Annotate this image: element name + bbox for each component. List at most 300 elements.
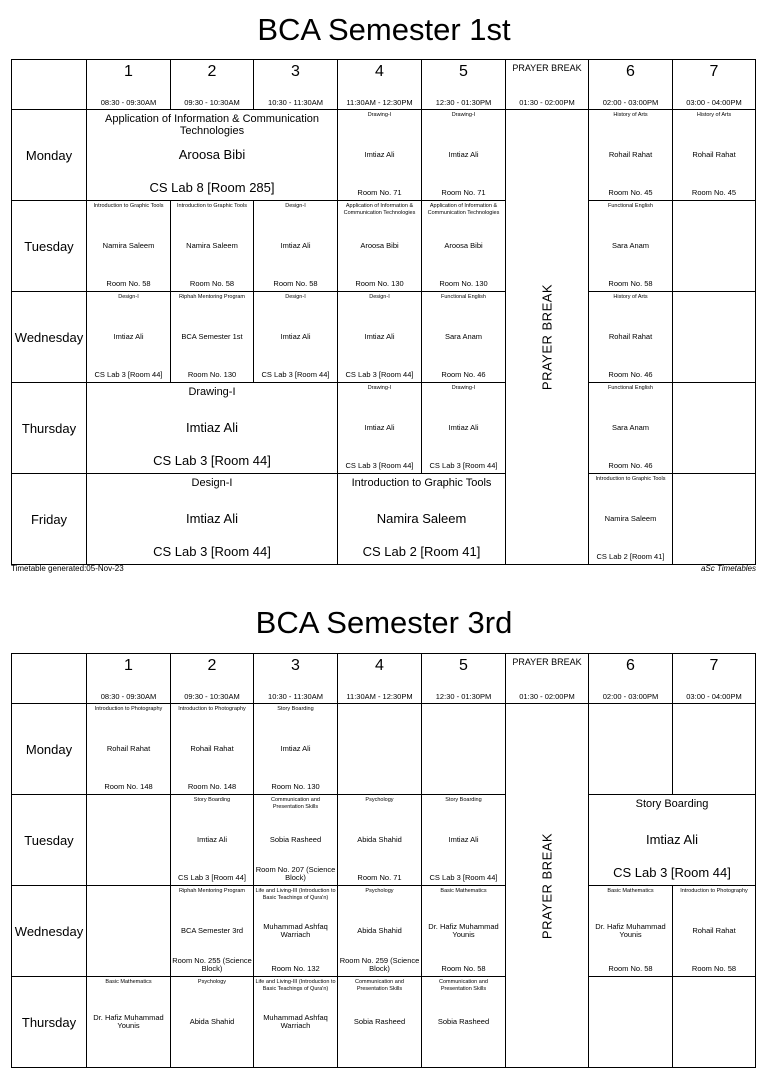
- teacher-name: Aroosa Bibi: [360, 240, 399, 250]
- subject-name: Psychology: [365, 888, 394, 894]
- subject-name: Riphah Mentoring Program: [178, 888, 246, 894]
- subject-name: History of Arts: [696, 112, 732, 118]
- empty-slot: [673, 383, 756, 474]
- period-header-box: [87, 60, 170, 109]
- class-slot: [87, 201, 171, 292]
- class-slot-content: [673, 977, 755, 1066]
- class-slot-content: [338, 383, 421, 472]
- class-slot-content: [589, 201, 672, 290]
- teacher-name: BCA Semester 1st: [181, 331, 243, 341]
- room-name: CS Lab 2 [Room 41]: [596, 552, 665, 561]
- empty-slot: [673, 474, 756, 565]
- class-slot-content: [254, 795, 337, 884]
- subject-name: Life and Living-III (Introduction to Basic Teachings of Qura'n): [255, 979, 336, 992]
- class-slot-content: [254, 292, 337, 381]
- day-label: Tuesday: [12, 795, 87, 886]
- class-slot-content: [338, 201, 421, 290]
- prayer-break-column: [506, 110, 589, 565]
- corner-cell: [12, 60, 87, 110]
- class-slot: [673, 886, 756, 977]
- class-slot-content: [87, 795, 170, 884]
- period-header-box: [171, 60, 253, 109]
- class-slot: [87, 977, 171, 1068]
- class-slot: [87, 704, 171, 795]
- class-slot-content: [422, 977, 505, 1066]
- class-slot: [254, 977, 338, 1068]
- teacher-name: Rohail Rahat: [190, 743, 234, 753]
- class-slot-content: [338, 110, 421, 199]
- room-name: CS Lab 3 [Room 44]: [429, 461, 498, 470]
- teacher-name: Rohail Rahat: [608, 331, 653, 341]
- room-name: Room No. 71: [441, 188, 486, 197]
- class-slot-content: [422, 795, 505, 884]
- class-slot-content: [673, 110, 755, 199]
- teacher-name: Muhammad Ashfaq Warriach: [263, 1012, 328, 1030]
- class-slot: [589, 110, 673, 201]
- period-number: 1: [124, 63, 133, 80]
- class-slot-content: [589, 474, 672, 563]
- class-slot-content: [673, 474, 755, 563]
- period-header-box: [254, 654, 337, 703]
- class-slot: [338, 795, 422, 886]
- teacher-name: Sobia Rasheed: [269, 834, 322, 844]
- period-header: [171, 60, 254, 110]
- class-slot-content: [338, 704, 421, 793]
- room-name: Room No. 148: [187, 782, 237, 791]
- subject-name: Communication and Presentation Skills: [271, 797, 320, 810]
- period-header-box: [87, 654, 170, 703]
- period-number: 5: [459, 63, 468, 80]
- class-slot: [422, 383, 506, 474]
- subject-name: Story Boarding: [277, 706, 314, 712]
- subject-name: Introduction to Graphic Tools: [177, 203, 247, 209]
- empty-slot: [338, 704, 422, 795]
- timetable-title: BCA Semester 1st: [257, 12, 511, 47]
- class-slot: [254, 886, 338, 977]
- period-time: 10:30 - 11:30AM: [268, 98, 323, 107]
- subject-name: Basic Mathematics: [105, 979, 152, 985]
- day-label: Wednesday: [12, 292, 87, 383]
- teacher-name: Namira Saleem: [604, 513, 657, 523]
- class-slot-content: [589, 886, 672, 975]
- header-row: [12, 60, 756, 110]
- subject-name: Basic Mathematics: [607, 888, 654, 894]
- subject-name: Functional English: [441, 294, 486, 300]
- class-slot-content: [87, 977, 170, 1066]
- period-time: 02:00 - 03:00PM: [602, 692, 659, 701]
- class-slot-content: [422, 110, 505, 199]
- class-slot: [338, 977, 422, 1068]
- class-slot: [254, 795, 338, 886]
- teacher-name: Sara Anam: [611, 240, 650, 250]
- class-slot-content: [87, 383, 337, 472]
- teacher-name: Sara Anam: [444, 331, 483, 341]
- subject-name: Life and Living-III (Introduction to Basic Teachings of Qura'n): [255, 888, 336, 901]
- day-label: Tuesday: [12, 201, 87, 292]
- room-name: CS Lab 3 [Room 44]: [178, 873, 246, 882]
- teacher-name: Imtiaz Ali: [645, 831, 698, 847]
- class-slot: [338, 886, 422, 977]
- room-name: CS Lab 3 [Room 44]: [429, 873, 498, 882]
- period-number: 3: [291, 63, 300, 80]
- day-row: [12, 795, 756, 886]
- class-slot-content: [254, 704, 337, 793]
- teacher-name: Abida Shahid: [357, 834, 402, 844]
- teacher-name: Imtiaz Ali: [364, 422, 395, 432]
- footer-generated: Timetable generated:05-Nov-23: [11, 564, 124, 573]
- prayer-header-label: PRAYER BREAK: [512, 63, 582, 73]
- period-time: 08:30 - 09:30AM: [100, 692, 157, 701]
- subject-name: Psychology: [365, 797, 394, 803]
- empty-slot: [87, 795, 171, 886]
- timetable-grid: [11, 653, 756, 1068]
- period-header: [589, 60, 673, 110]
- subject-name: Introduction to Graphic Tools: [93, 203, 164, 209]
- room-name: Room No. 71: [357, 188, 402, 197]
- period-number: 7: [709, 63, 719, 80]
- class-slot: [87, 383, 338, 474]
- room-name: Room No. 148: [104, 782, 153, 791]
- class-slot-content: [422, 383, 505, 472]
- class-slot: [254, 201, 338, 292]
- class-slot-content: [254, 977, 337, 1066]
- footer-software: aSc Timetables: [700, 564, 756, 573]
- teacher-name: Namira Saleem: [376, 510, 467, 526]
- teacher-name: Aroosa Bibi: [178, 146, 246, 162]
- class-slot-content: [171, 292, 253, 381]
- day-row: [12, 292, 756, 383]
- class-slot: [589, 474, 673, 565]
- day-label: Monday: [12, 110, 87, 201]
- room-name: Room No. 45: [691, 188, 737, 197]
- period-time: 12:30 - 01:30PM: [435, 98, 492, 107]
- class-slot: [171, 292, 254, 383]
- class-slot-content: [673, 704, 755, 793]
- class-slot-content: [87, 886, 170, 975]
- period-time: 03:00 - 04:00PM: [686, 98, 742, 107]
- prayer-header-box: [506, 654, 588, 703]
- room-name: CS Lab 2 [Room 41]: [362, 544, 481, 559]
- subject-name: Design-I: [369, 294, 390, 300]
- subject-name: Riphah Mentoring Program: [178, 294, 246, 300]
- day-row: [12, 886, 756, 977]
- class-slot: [87, 110, 338, 201]
- class-slot-content: [673, 292, 755, 381]
- empty-slot: [673, 292, 756, 383]
- class-slot: [422, 292, 506, 383]
- room-name: Room No. 259 (Science Block): [339, 956, 420, 973]
- prayer-time: 01:30 - 02:00PM: [519, 98, 575, 107]
- subject-name: Application of Information & Communication Technologies: [343, 203, 416, 216]
- period-number: 2: [207, 657, 217, 674]
- empty-slot: [673, 704, 756, 795]
- period-number: 3: [291, 657, 300, 674]
- class-slot: [422, 977, 506, 1068]
- class-slot-content: [87, 201, 170, 290]
- class-slot: [589, 201, 673, 292]
- teacher-name: Abida Shahid: [357, 925, 402, 935]
- class-slot-content: [422, 292, 505, 381]
- period-time: 08:30 - 09:30AM: [100, 98, 157, 107]
- prayer-break-label: PRAYER BREAK: [539, 832, 555, 939]
- room-name: Room No. 130: [355, 279, 404, 288]
- class-slot-content: [338, 292, 421, 381]
- day-row: [12, 201, 756, 292]
- room-name: Room No. 58: [189, 279, 235, 288]
- room-name: CS Lab 8 [Room 285]: [149, 180, 275, 195]
- day-label: Thursday: [12, 977, 87, 1068]
- subject-name: History of Arts: [613, 112, 648, 118]
- class-slot: [422, 201, 506, 292]
- class-slot: [338, 474, 506, 565]
- subject-name: Functional English: [608, 385, 653, 391]
- teacher-name: Sobia Rasheed: [353, 1016, 406, 1026]
- teacher-name: Imtiaz Ali: [448, 422, 479, 432]
- teacher-name: Aroosa Bibi: [444, 240, 483, 250]
- period-number: 4: [375, 657, 384, 674]
- period-header: [87, 654, 171, 704]
- subject-name: Design-I: [285, 294, 306, 300]
- empty-slot: [422, 704, 506, 795]
- class-slot-content: [422, 201, 505, 290]
- subject-name: Introduction to Graphic Tools: [351, 477, 492, 489]
- room-name: Room No. 132: [271, 964, 320, 973]
- period-header-box: [254, 60, 337, 109]
- empty-slot: [673, 201, 756, 292]
- room-name: CS Lab 3 [Room 44]: [261, 370, 330, 379]
- teacher-name: Imtiaz Ali: [185, 510, 238, 526]
- class-slot: [338, 110, 422, 201]
- subject-name: Drawing-I: [367, 112, 392, 118]
- teacher-name: Rohail Rahat: [106, 743, 151, 753]
- room-name: Room No. 58: [441, 964, 486, 973]
- teacher-name: Namira Saleem: [186, 240, 238, 250]
- period-header: [422, 654, 506, 704]
- period-header: [171, 654, 254, 704]
- class-slot-content: [589, 110, 672, 199]
- day-label: Wednesday: [12, 886, 87, 977]
- class-slot: [422, 110, 506, 201]
- class-slot-content: [87, 292, 170, 381]
- teacher-name: Rohail Rahat: [692, 925, 736, 935]
- teacher-name: Imtiaz Ali: [364, 331, 395, 341]
- subject-name: Drawing-I: [188, 386, 236, 398]
- class-slot-content: [589, 292, 672, 381]
- period-time: 09:30 - 10:30AM: [184, 692, 240, 701]
- class-slot: [171, 704, 254, 795]
- subject-name: Application of Information & Communication Technologies: [105, 113, 319, 137]
- class-slot: [589, 383, 673, 474]
- room-name: Room No. 130: [271, 782, 320, 791]
- empty-slot: [673, 977, 756, 1068]
- class-slot: [171, 201, 254, 292]
- subject-name: Communication and Presentation Skills: [355, 979, 404, 992]
- empty-slot: [589, 704, 673, 795]
- teacher-name: Rohail Rahat: [692, 149, 736, 159]
- class-slot: [254, 292, 338, 383]
- period-header-box: [673, 60, 755, 109]
- class-slot-content: [171, 886, 253, 975]
- day-row: [12, 110, 756, 201]
- room-name: Room No. 58: [608, 279, 653, 288]
- empty-slot: [87, 886, 171, 977]
- class-slot-content: [589, 795, 755, 884]
- teacher-name: Imtiaz Ali: [364, 149, 395, 159]
- room-name: Room No. 207 (Science Block): [255, 865, 336, 882]
- teacher-name: Dr. Hafiz Muhammad Younis: [93, 1012, 164, 1030]
- room-name: Room No. 45: [608, 188, 653, 197]
- period-header-box: [589, 654, 672, 703]
- teacher-name: Imtiaz Ali: [448, 149, 479, 159]
- teacher-name: Imtiaz Ali: [280, 743, 311, 753]
- class-slot: [422, 795, 506, 886]
- prayer-header: [506, 654, 589, 704]
- day-label: Friday: [12, 474, 87, 565]
- prayer-header-label: PRAYER BREAK: [512, 657, 582, 667]
- class-slot-content: [254, 886, 337, 975]
- period-header-box: [171, 654, 253, 703]
- room-name: Room No. 130: [187, 370, 237, 379]
- subject-name: Introduction to Photography: [680, 888, 748, 894]
- timetable-title: BCA Semester 3rd: [255, 605, 513, 640]
- teacher-name: Imtiaz Ali: [196, 834, 227, 844]
- class-slot: [338, 201, 422, 292]
- period-header-box: [338, 60, 421, 109]
- subject-name: Design-I: [191, 477, 233, 489]
- class-slot-content: [338, 795, 421, 884]
- period-time: 02:00 - 03:00PM: [602, 98, 659, 107]
- teacher-name: Abida Shahid: [189, 1016, 235, 1026]
- period-header: [254, 60, 338, 110]
- period-number: 7: [709, 657, 719, 674]
- period-number: 2: [207, 63, 217, 80]
- room-name: CS Lab 3 [Room 44]: [153, 453, 271, 468]
- subject-name: Introduction to Graphic Tools: [595, 476, 666, 482]
- class-slot-content: [87, 474, 337, 563]
- period-header: [422, 60, 506, 110]
- class-slot-content: [338, 977, 421, 1066]
- period-number: 6: [626, 63, 635, 80]
- period-number: 5: [459, 657, 468, 674]
- period-header-box: [422, 654, 505, 703]
- period-header: [673, 654, 756, 704]
- class-slot-content: [171, 704, 253, 793]
- subject-name: Story Boarding: [445, 797, 482, 803]
- teacher-name: Dr. Hafiz Muhammad Younis: [595, 921, 666, 939]
- class-slot: [422, 886, 506, 977]
- period-number: 1: [124, 657, 133, 674]
- class-slot-content: [171, 795, 253, 884]
- subject-name: Design-I: [285, 203, 306, 209]
- room-name: Room No. 58: [106, 279, 151, 288]
- period-time: 12:30 - 01:30PM: [435, 692, 492, 701]
- room-name: Room No. 58: [608, 964, 653, 973]
- period-header: [338, 654, 422, 704]
- class-slot-content: [87, 110, 337, 199]
- header-row: [12, 654, 756, 704]
- room-name: CS Lab 3 [Room 44]: [345, 461, 414, 470]
- period-time: 11:30AM - 12:30PM: [346, 98, 413, 107]
- class-slot-content: [673, 886, 755, 975]
- room-name: Room No. 46: [441, 370, 486, 379]
- teacher-name: Dr. Hafiz Muhammad Younis: [428, 921, 499, 939]
- room-name: Room No. 71: [357, 873, 402, 882]
- teacher-name: Imtiaz Ali: [280, 331, 311, 341]
- period-header-box: [338, 654, 421, 703]
- class-slot-content: [171, 977, 253, 1066]
- timetable-grid: [11, 59, 756, 565]
- class-slot-content: [673, 201, 755, 290]
- subject-name: Introduction to Photography: [94, 706, 163, 712]
- class-slot: [589, 795, 756, 886]
- period-header-box: [589, 60, 672, 109]
- class-slot-content: [338, 474, 505, 563]
- class-slot: [87, 474, 338, 565]
- period-header: [589, 654, 673, 704]
- room-name: Room No. 58: [691, 964, 737, 973]
- period-header: [673, 60, 756, 110]
- teacher-name: BCA Semester 3rd: [180, 925, 244, 935]
- teacher-name: Namira Saleem: [102, 240, 155, 250]
- prayer-header: [506, 60, 589, 110]
- class-slot: [589, 886, 673, 977]
- period-header: [338, 60, 422, 110]
- class-slot-content: [338, 886, 421, 975]
- class-slot: [338, 292, 422, 383]
- teacher-name: Rohail Rahat: [608, 149, 653, 159]
- room-name: Room No. 58: [273, 279, 318, 288]
- room-name: Room No. 130: [439, 279, 488, 288]
- period-time: 03:00 - 04:00PM: [686, 692, 742, 701]
- subject-name: Psychology: [197, 979, 227, 985]
- class-slot-content: [422, 704, 505, 793]
- subject-name: Design-I: [118, 294, 139, 300]
- period-number: 6: [626, 657, 635, 674]
- day-label: Monday: [12, 704, 87, 795]
- room-name: CS Lab 3 [Room 44]: [94, 370, 163, 379]
- empty-slot: [589, 977, 673, 1068]
- teacher-name: Imtiaz Ali: [113, 331, 144, 341]
- period-time: 11:30AM - 12:30PM: [346, 692, 413, 701]
- prayer-time: 01:30 - 02:00PM: [519, 692, 575, 701]
- class-slot-content: [254, 201, 337, 290]
- subject-name: Communication and Presentation Skills: [439, 979, 488, 992]
- class-slot: [171, 886, 254, 977]
- teacher-name: Sara Anam: [611, 422, 650, 432]
- prayer-break-label: PRAYER BREAK: [539, 283, 555, 391]
- subject-name: Basic Mathematics: [440, 888, 487, 894]
- prayer-break-column: [506, 704, 589, 1068]
- day-label: Thursday: [12, 383, 87, 474]
- prayer-header-box: [506, 60, 588, 109]
- subject-name: Drawing-I: [451, 385, 476, 391]
- subject-name: Introduction to Photography: [178, 706, 246, 712]
- period-header: [87, 60, 171, 110]
- period-header-box: [422, 60, 505, 109]
- period-header-box: [673, 654, 755, 703]
- period-number: 4: [375, 63, 384, 80]
- day-row: [12, 383, 756, 474]
- class-slot: [171, 977, 254, 1068]
- teacher-name: Sobia Rasheed: [437, 1016, 490, 1026]
- teacher-name: Imtiaz Ali: [448, 834, 479, 844]
- room-name: CS Lab 3 [Room 44]: [345, 370, 414, 379]
- class-slot-content: [171, 201, 253, 290]
- class-slot: [254, 704, 338, 795]
- teacher-name: Imtiaz Ali: [185, 419, 238, 435]
- room-name: Room No. 46: [608, 461, 653, 470]
- day-row: [12, 704, 756, 795]
